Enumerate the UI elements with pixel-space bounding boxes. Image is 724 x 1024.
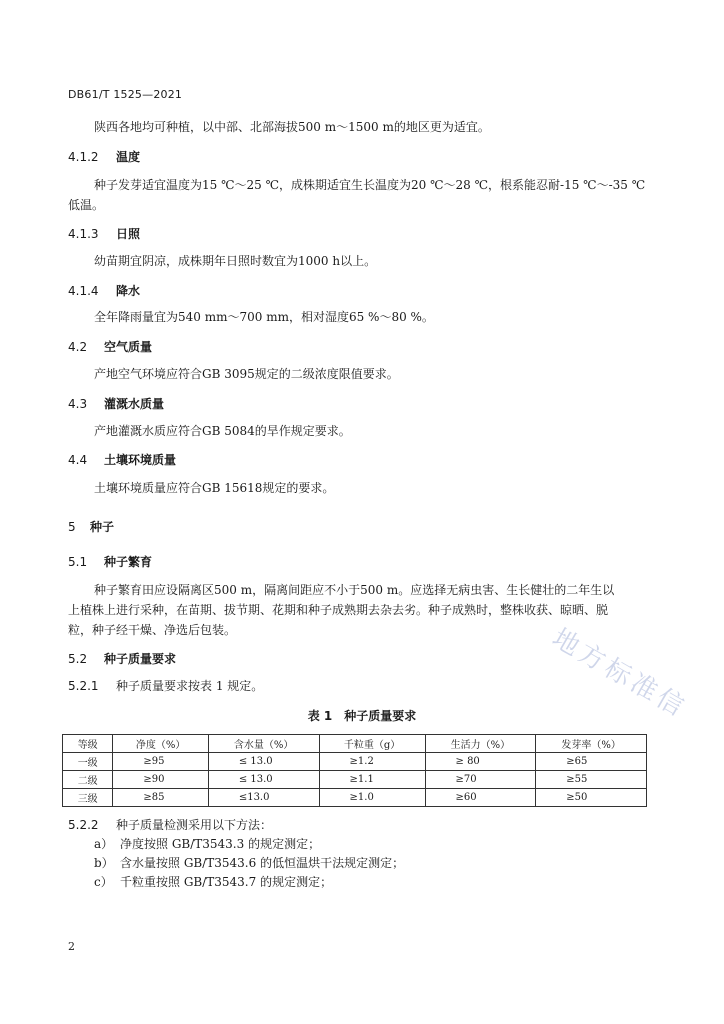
column-header-grade: 等级 xyxy=(63,735,113,753)
table-cell: ≤ 13.0 xyxy=(208,771,319,789)
document-code: DB61/T 1525—2021 xyxy=(68,88,183,101)
paragraph-temperature-1: 种子发芽适宜温度为15 ℃～25 ℃，成株期适宜生长温度为20 ℃～28 ℃，根系能忍耐-15 ℃～-35 ℃ xyxy=(94,178,646,192)
seed-quality-table xyxy=(62,734,647,807)
heading-4-1-4 xyxy=(68,282,140,300)
watermark: 地方标准信 xyxy=(547,623,692,725)
section-number: 4.2 xyxy=(68,340,88,354)
table-cell: 三级 xyxy=(63,789,113,807)
table-header-row xyxy=(63,735,647,753)
list-item-index: a） xyxy=(94,837,114,851)
paragraph-sunlight: 幼苗期宜阴凉，成株期年日照时数宜为1000 h以上。 xyxy=(94,254,377,268)
table-row xyxy=(63,789,647,807)
clause-number: 5.2.2 xyxy=(68,818,99,832)
table-cell: ≥55 xyxy=(536,771,647,789)
paragraph-air-quality: 产地空气环境应符合GB 3095规定的二级浓度限值要求。 xyxy=(94,367,399,381)
section-title: 种子 xyxy=(90,520,115,534)
section-number: 5.2 xyxy=(68,652,88,666)
column-header-thousand-seed-weight: 千粒重（g） xyxy=(319,735,425,753)
section-title: 空气质量 xyxy=(104,340,153,354)
paragraph-breeding-2: 上植株上进行采种，在苗期、拔节期、花期和种子成熟期去杂去劣。种子成熟时，整株收获、晾晒、脱 xyxy=(68,603,609,617)
clause-5-2-1 xyxy=(68,677,263,695)
table-cell: ≥ 80 xyxy=(425,753,536,771)
table-cell: ≥1.1 xyxy=(319,771,425,789)
column-header-purity: 净度（%） xyxy=(113,735,208,753)
section-title: 种子质量要求 xyxy=(104,652,177,666)
table-cell: ≥50 xyxy=(536,789,647,807)
section-title: 土壤环境质量 xyxy=(104,453,177,467)
table-cell: ≥1.2 xyxy=(319,753,425,771)
paragraph-temperature-2: 低温。 xyxy=(68,198,105,212)
table-cell: ≥90 xyxy=(113,771,208,789)
paragraph-irrigation-water: 产地灌溉水质应符合GB 5084的旱作规定要求。 xyxy=(94,424,351,438)
table-cell: 二级 xyxy=(63,771,113,789)
column-header-viability: 生活力（%） xyxy=(425,735,536,753)
page-number: 2 xyxy=(68,940,75,953)
table-cell: ≥60 xyxy=(425,789,536,807)
section-title: 日照 xyxy=(116,227,141,241)
heading-5 xyxy=(68,518,114,536)
list-item-text: 净度按照 GB/T3543.3 的规定测定； xyxy=(120,837,321,851)
section-number: 4.1.2 xyxy=(68,150,99,164)
heading-4-1-2 xyxy=(68,148,140,166)
table-cell: 一级 xyxy=(63,753,113,771)
heading-5-2 xyxy=(68,650,176,668)
list-item xyxy=(94,854,404,872)
clause-number: 5.2.1 xyxy=(68,679,99,693)
table-cell: ≥95 xyxy=(113,753,208,771)
section-number: 4.1.4 xyxy=(68,284,99,298)
heading-4-1-3 xyxy=(68,225,140,243)
table-cell: ≤13.0 xyxy=(208,789,319,807)
section-number: 4.3 xyxy=(68,397,88,411)
heading-4-4 xyxy=(68,451,176,469)
list-item-index: c） xyxy=(94,875,113,889)
section-number: 5 xyxy=(68,520,76,534)
clause-5-2-2 xyxy=(68,816,272,834)
list-item-index: b） xyxy=(94,856,114,870)
section-title: 种子繁育 xyxy=(104,555,153,569)
table-cell: ≤ 13.0 xyxy=(208,753,319,771)
section-title: 温度 xyxy=(116,150,141,164)
paragraph-soil: 土壤环境质量应符合GB 15618规定的要求。 xyxy=(94,481,335,495)
column-header-moisture: 含水量（%） xyxy=(208,735,319,753)
section-title: 灌溉水质量 xyxy=(104,397,165,411)
heading-5-1 xyxy=(68,553,152,571)
table-cell: ≥85 xyxy=(113,789,208,807)
table-caption: 表 1 种子质量要求 xyxy=(307,709,417,723)
section-number: 4.4 xyxy=(68,453,88,467)
clause-text: 种子质量检测采用以下方法： xyxy=(116,818,273,832)
paragraph-breeding-3: 粒，种子经干燥、净选后包装。 xyxy=(68,623,237,637)
table-row xyxy=(63,771,647,789)
table-cell: ≥65 xyxy=(536,753,647,771)
table-row xyxy=(63,753,647,771)
heading-4-3 xyxy=(68,395,164,413)
column-header-germination: 发芽率（%） xyxy=(536,735,647,753)
table-cell: ≥1.0 xyxy=(319,789,425,807)
section-title: 降水 xyxy=(116,284,141,298)
section-number: 5.1 xyxy=(68,555,88,569)
list-item-text: 千粒重按照 GB/T3543.7 的规定测定； xyxy=(120,875,333,889)
paragraph-breeding-1: 种子繁育田应设隔离区500 m，隔离间距应不小于500 m。应选择无病虫害、生长健壮的二年生以 xyxy=(94,583,615,597)
list-item xyxy=(94,873,332,891)
clause-text: 种子质量要求按表 1 规定。 xyxy=(116,679,264,693)
paragraph-region: 陕西各地均可种植，以中部、北部海拔500 m～1500 m的地区更为适宜。 xyxy=(94,120,490,134)
list-item-text: 含水量按照 GB/T3543.6 的低恒温烘干法规定测定； xyxy=(120,856,405,870)
section-number: 4.1.3 xyxy=(68,227,99,241)
table-cell: ≥70 xyxy=(425,771,536,789)
paragraph-rainfall: 全年降雨量宜为540 mm～700 mm，相对湿度65 %～80 %。 xyxy=(94,310,434,324)
list-item xyxy=(94,835,320,853)
heading-4-2 xyxy=(68,338,152,356)
